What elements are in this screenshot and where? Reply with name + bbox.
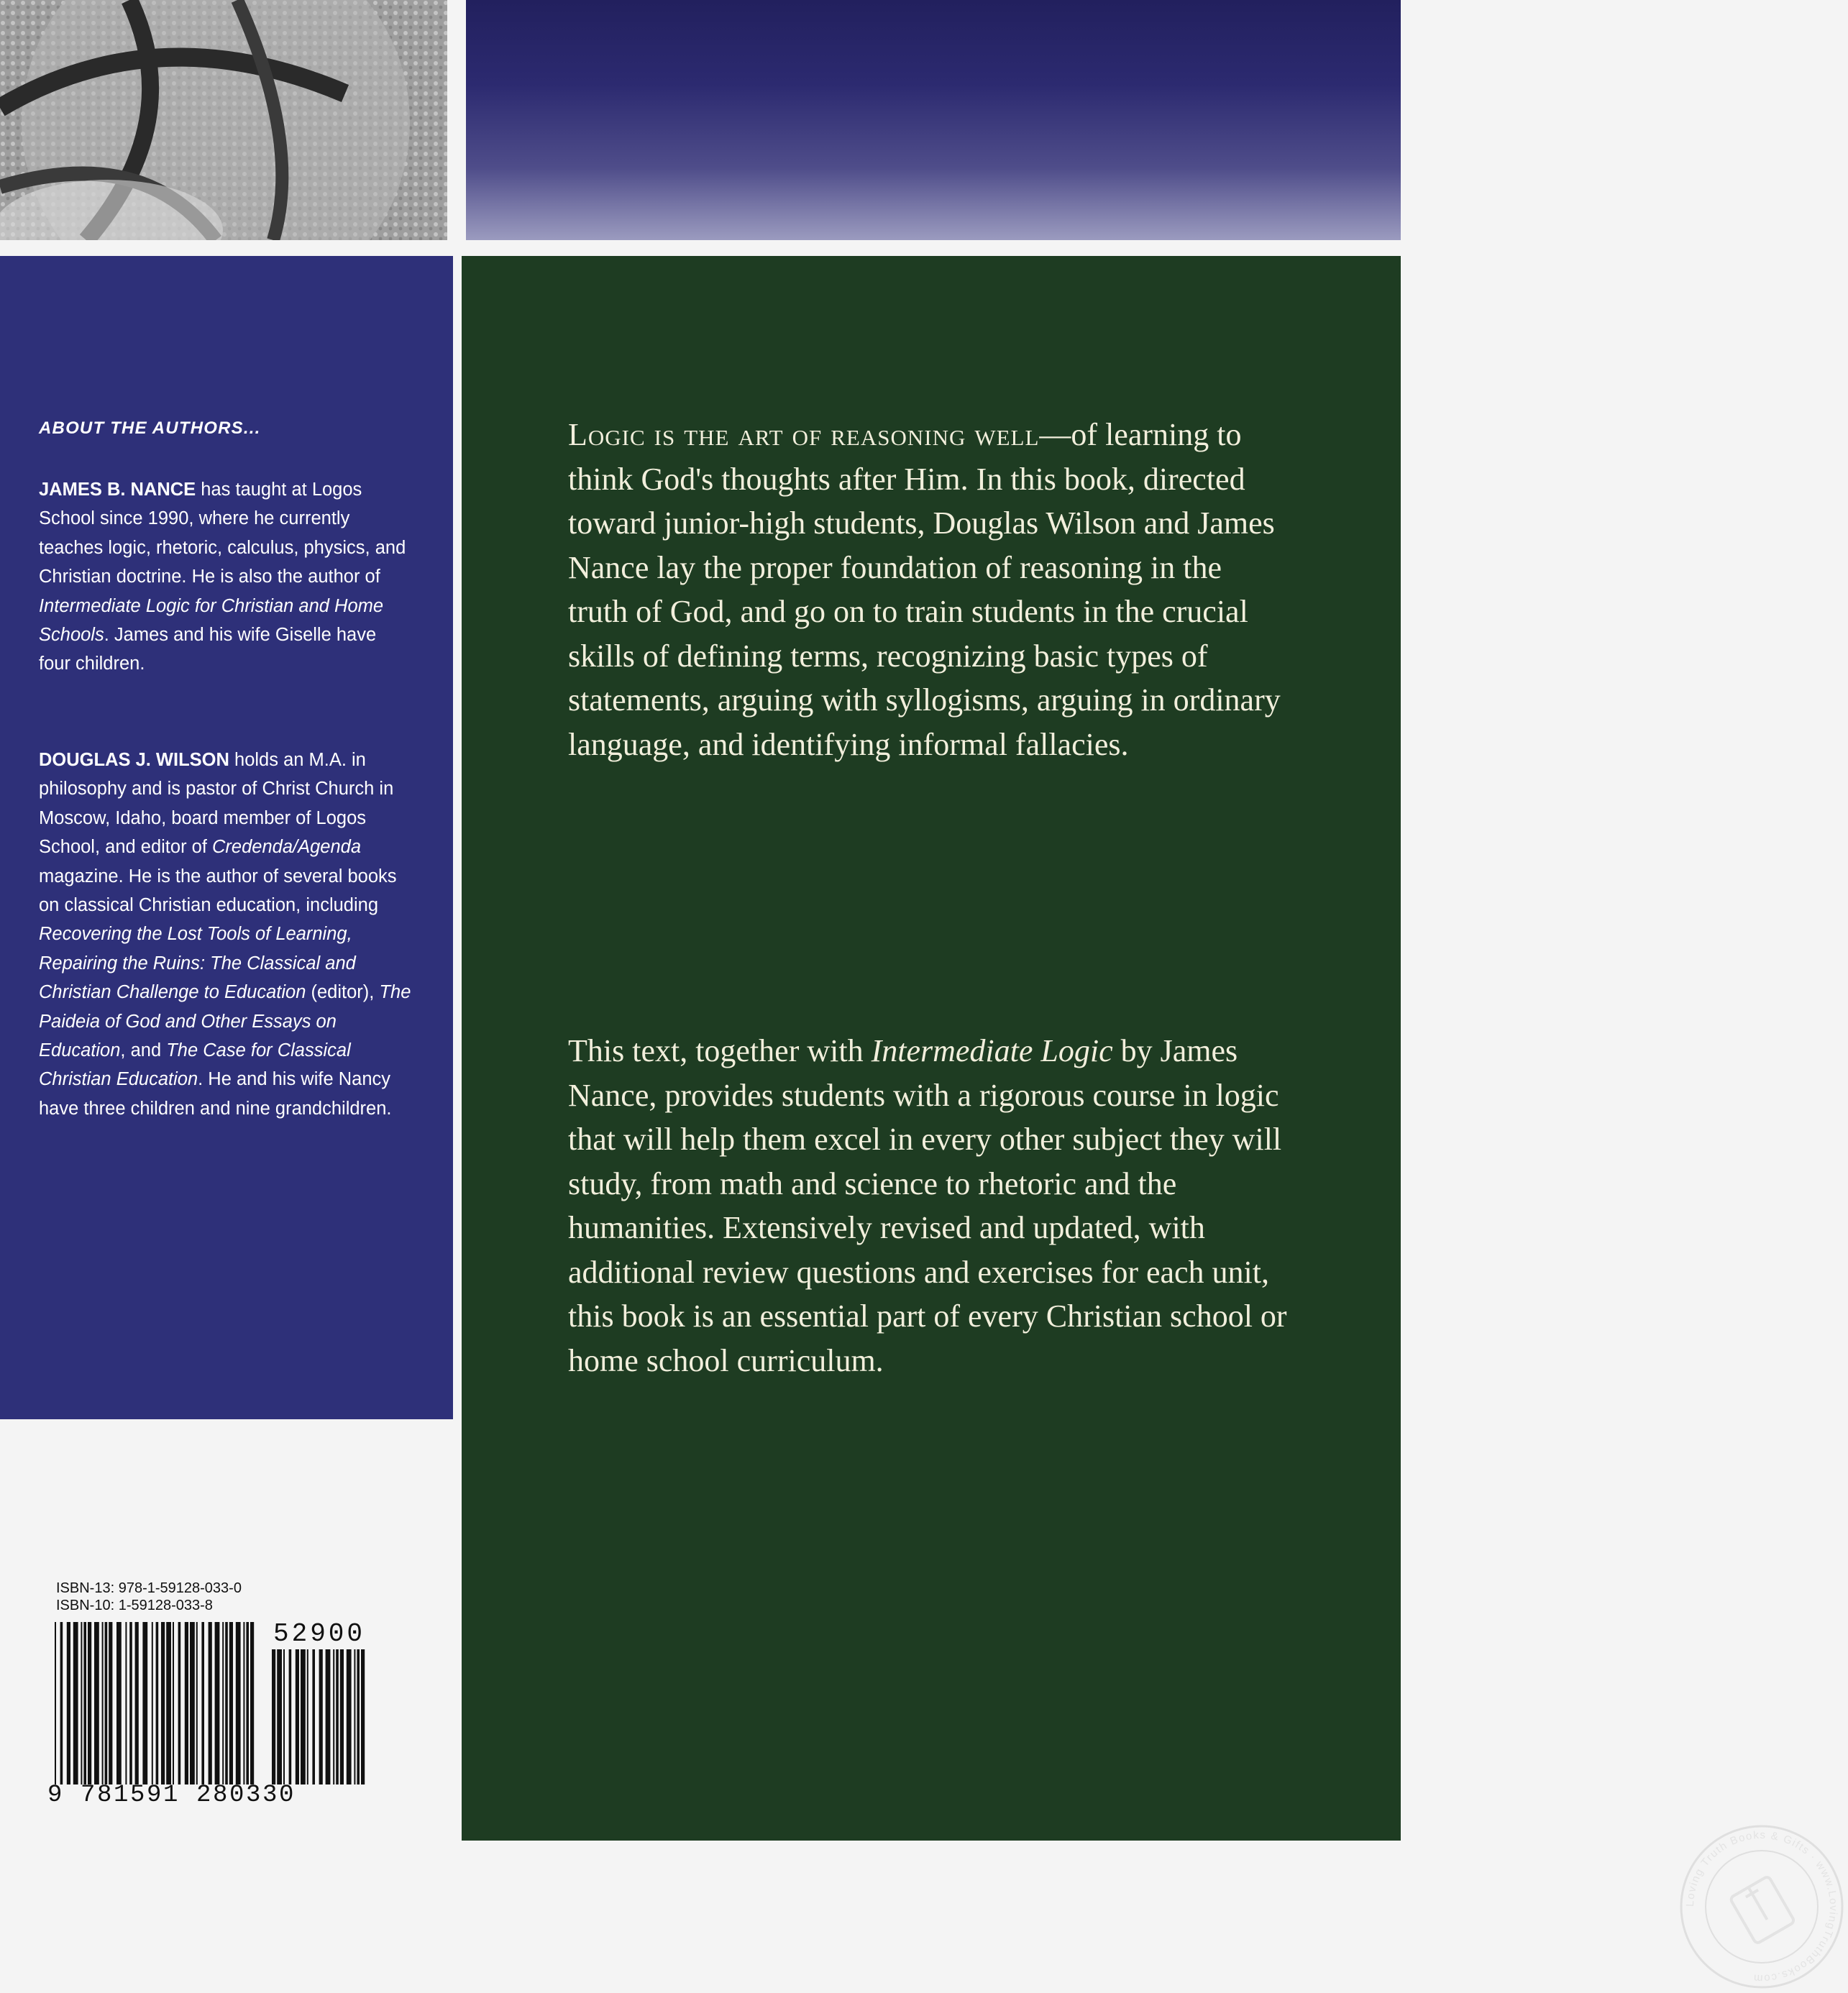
barcode-bar bbox=[129, 1622, 132, 1784]
barcode-bar bbox=[354, 1649, 355, 1784]
nance-book-title: Intermediate Logic for Christian and Home Schools bbox=[39, 595, 384, 646]
barcode-bar bbox=[246, 1622, 249, 1784]
barcode-bar bbox=[55, 1622, 56, 1784]
description-lead: Logic is the art of reasoning well bbox=[568, 417, 1040, 452]
barcode-bar bbox=[116, 1622, 122, 1784]
barcode-bar bbox=[81, 1622, 82, 1784]
barcode-bar bbox=[60, 1622, 63, 1784]
isbn-barcode bbox=[55, 1622, 259, 1784]
barcode-bar bbox=[215, 1622, 220, 1784]
barcode-bar bbox=[336, 1649, 339, 1784]
intermediate-logic-title: Intermediate Logic bbox=[871, 1033, 1113, 1068]
divider-strip bbox=[0, 240, 1401, 256]
wilson-bio: DOUGLAS J. WILSON holds an M.A. in philosophy and is pastor of Christ Church in Moscow, Idaho, board member of Logos School, and editor of Credenda/Agenda magazine. He is the author of several books on classical Christian education, including Recovering the Lost Tools of Learning, Repairing the Ruins: The Classical and Christian Challenge to Education (editor), The Paideia of God and Other Essays on Education, and The Case for Classical Christian Education. He and his wife Nancy have three children and nine grandchildren. bbox=[39, 750, 411, 1119]
description-paragraph-1: Logic is the art of reasoning well—of learning to think God's thoughts after Him. In this book, directed toward junior-high students, Douglas Wilson and James Nance lay the proper foundation of reasoning in the truth of God, and go on to train students in the crucial skills of defining terms, recognizing basic types of statements, arguing with syllogisms, arguing in ordinary language, and identifying informal fallacies. bbox=[568, 417, 1281, 762]
about-authors-heading: ABOUT THE AUTHORS... bbox=[39, 418, 261, 438]
barcode-bar bbox=[296, 1649, 299, 1784]
barcode-bar bbox=[361, 1649, 365, 1784]
barcode-bar bbox=[357, 1649, 360, 1784]
stamp-text: Loving Truth Books & Gifts · www.LovingTruthBooks.com bbox=[1683, 1828, 1840, 1985]
barcode-bar bbox=[319, 1649, 323, 1784]
barcode-bar bbox=[135, 1622, 139, 1784]
barcode-bar bbox=[178, 1622, 181, 1784]
svg-text:Loving Truth Books & Gifts · w bbox=[1684, 1829, 1839, 1984]
barcode-bar bbox=[209, 1622, 212, 1784]
isbn-10: ISBN-10: 1-59128-033-8 bbox=[56, 1598, 213, 1613]
barcode-bar bbox=[173, 1622, 174, 1784]
nance-name: JAMES B. NANCE bbox=[39, 480, 196, 500]
barcode-bar bbox=[340, 1649, 344, 1784]
barcode-bar bbox=[166, 1622, 171, 1784]
barcode-bar bbox=[67, 1622, 70, 1784]
barcode-bar bbox=[94, 1622, 99, 1784]
description-paragraph-2: This text, together with Intermediate Logic by James Nance, provides students with a rigorous course in logic that will help them excel in every other subject they will study, from math and science to rhetoric and the humanities. Extensively revised and updated, with additional review questions and exercises for each unit, this book is an essential part of every Christian school or home school curriculum. bbox=[568, 1033, 1287, 1378]
barcode-bar bbox=[88, 1622, 91, 1784]
bookstore-stamp-logo bbox=[1675, 1820, 1848, 1993]
barcode-bar bbox=[250, 1622, 254, 1784]
barcode-bar bbox=[222, 1622, 224, 1784]
barcode-bar bbox=[301, 1649, 306, 1784]
barcode-bar bbox=[312, 1649, 315, 1784]
barcode-bar bbox=[243, 1622, 244, 1784]
barcode-bar bbox=[307, 1649, 308, 1784]
barcode-bar bbox=[277, 1649, 282, 1784]
barcode-bar bbox=[196, 1622, 198, 1784]
barcode-bar bbox=[73, 1622, 78, 1784]
barcode-bar bbox=[347, 1649, 352, 1784]
wilson-name: DOUGLAS J. WILSON bbox=[39, 750, 229, 770]
barcode-area bbox=[0, 1419, 462, 1841]
barcode-bar bbox=[229, 1622, 233, 1784]
barcode-bar bbox=[333, 1649, 334, 1784]
barcode-bar bbox=[201, 1622, 204, 1784]
barcode-bar bbox=[109, 1622, 112, 1784]
barcode-bar bbox=[190, 1622, 195, 1784]
description-panel bbox=[462, 256, 1840, 1985]
price-addon-number: 52900 bbox=[273, 1619, 366, 1649]
barcode-bar bbox=[105, 1622, 108, 1784]
barcode-bar bbox=[185, 1622, 188, 1784]
barcode-bar bbox=[283, 1649, 285, 1784]
barcode-number: 9 781591 280330 bbox=[47, 1782, 296, 1809]
barcode-bar bbox=[152, 1622, 153, 1784]
barcode-bar bbox=[326, 1649, 331, 1784]
top-gradient-band bbox=[466, 0, 1401, 240]
barcode-bar bbox=[125, 1622, 127, 1784]
barcode-bar bbox=[272, 1649, 275, 1784]
barcode-bar bbox=[156, 1622, 159, 1784]
barcode-bar bbox=[289, 1649, 292, 1784]
isbn-13: ISBN-13: 978-1-59128-033-0 bbox=[56, 1580, 242, 1596]
barcode-bar bbox=[161, 1622, 165, 1784]
stained-glass-image bbox=[0, 0, 447, 240]
authors-panel bbox=[0, 256, 453, 1419]
barcode-bar bbox=[102, 1622, 104, 1784]
cover-photo-panel bbox=[0, 0, 447, 240]
nance-bio: JAMES B. NANCE has taught at Logos School since 1990, where he currently teaches logic, rhetoric, calculus, physics, and Christian doctrine. He is also the author of Intermediate Logic for Christian and Home Schools. James and his wife Giselle have four children. bbox=[39, 480, 406, 674]
barcode-bar bbox=[236, 1622, 241, 1784]
barcode-bar bbox=[83, 1622, 86, 1784]
barcode-bar bbox=[225, 1622, 228, 1784]
barcode-bar bbox=[142, 1622, 147, 1784]
price-addon-barcode bbox=[272, 1649, 371, 1784]
